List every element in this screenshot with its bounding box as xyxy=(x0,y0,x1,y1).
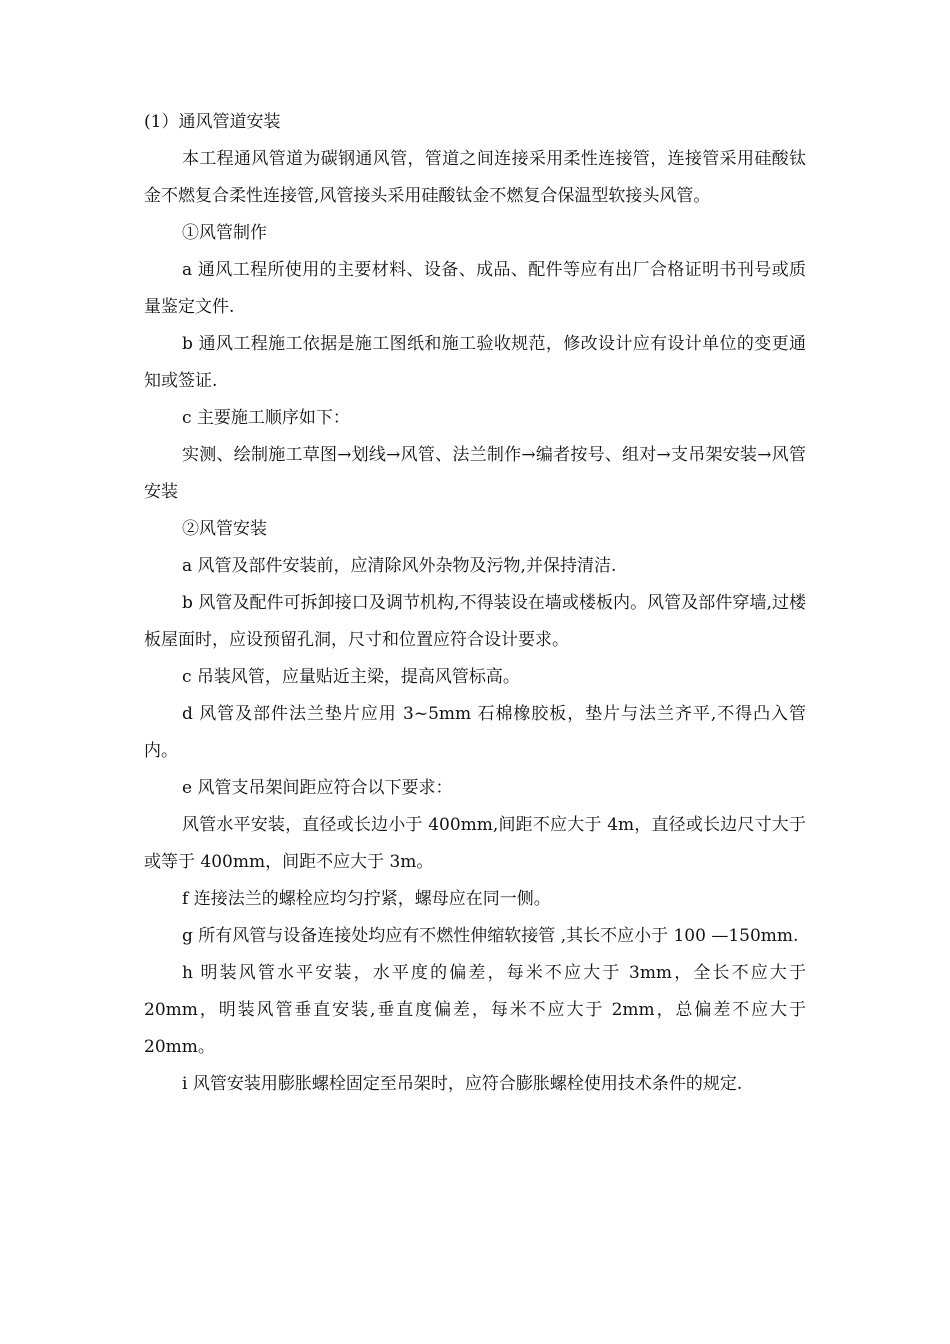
section-heading: (1）通风管道安装 xyxy=(144,112,281,132)
installation-item-c: c 吊装风管，应量贴近主梁，提高风管标高。 xyxy=(182,667,520,687)
installation-spacing-requirement: 风管水平安装，直径或长边小于 400mm,间距不应大于 4m，直径或长边尺寸大于或等于 400mm，间距不应大于 3m。 xyxy=(144,815,806,872)
subsection-title-duct-fabrication: ①风管制作 xyxy=(182,223,267,243)
fabrication-item-b: b 通风工程施工依据是施工图纸和施工验收规范，修改设计应有设计单位的变更通知或签证. xyxy=(144,334,806,391)
installation-item-a: a 风管及部件安装前，应清除风外杂物及污物,并保持清洁. xyxy=(182,556,617,576)
subsection-title-duct-installation: ②风管安装 xyxy=(182,519,267,539)
installation-item-i: i 风管安装用膨胀螺栓固定至吊架时，应符合膨胀螺栓使用技术条件的规定. xyxy=(182,1074,743,1094)
installation-item-g: g 所有风管与设备连接处均应有不燃性伸缩软接管 ,其长不应小于 100 —150mm. xyxy=(182,926,799,946)
installation-item-f: f 连接法兰的螺栓应均匀拧紧，螺母应在同一侧。 xyxy=(182,889,551,909)
fabrication-sequence: 实测、绘制施工草图→划线→风管、法兰制作→编者按号、组对→支吊架安装→风管安装 xyxy=(144,445,806,502)
intro-paragraph: 本工程通风管道为碳钢通风管，管道之间连接采用柔性连接管，连接管采用硅酸钛金不燃复合柔性连接管,风管接头采用硅酸钛金不燃复合保温型软接头风管。 xyxy=(144,149,806,206)
installation-item-d: d 风管及部件法兰垫片应用 3~5mm 石棉橡胶板，垫片与法兰齐平,不得凸入管内。 xyxy=(144,704,806,761)
installation-item-e: e 风管支吊架间距应符合以下要求： xyxy=(182,778,453,798)
installation-item-b: b 风管及配件可拆卸接口及调节机构,不得装设在墙或楼板内。风管及部件穿墙,过楼板屋面时，应设预留孔洞，尺寸和位置应符合设计要求。 xyxy=(144,593,806,650)
installation-item-h: h 明装风管水平安装，水平度的偏差，每米不应大于 3mm，全长不应大于 20mm，明装风管垂直安装,垂直度偏差，每米不应大于 2mm，总偏差不应大于 20mm。 xyxy=(144,963,806,1057)
fabrication-item-a: a 通风工程所使用的主要材料、设备、成品、配件等应有出厂合格证明书刊号或质量鉴定文件. xyxy=(144,260,806,317)
fabrication-item-c: c 主要施工顺序如下： xyxy=(182,408,350,428)
document-page xyxy=(144,104,806,1103)
